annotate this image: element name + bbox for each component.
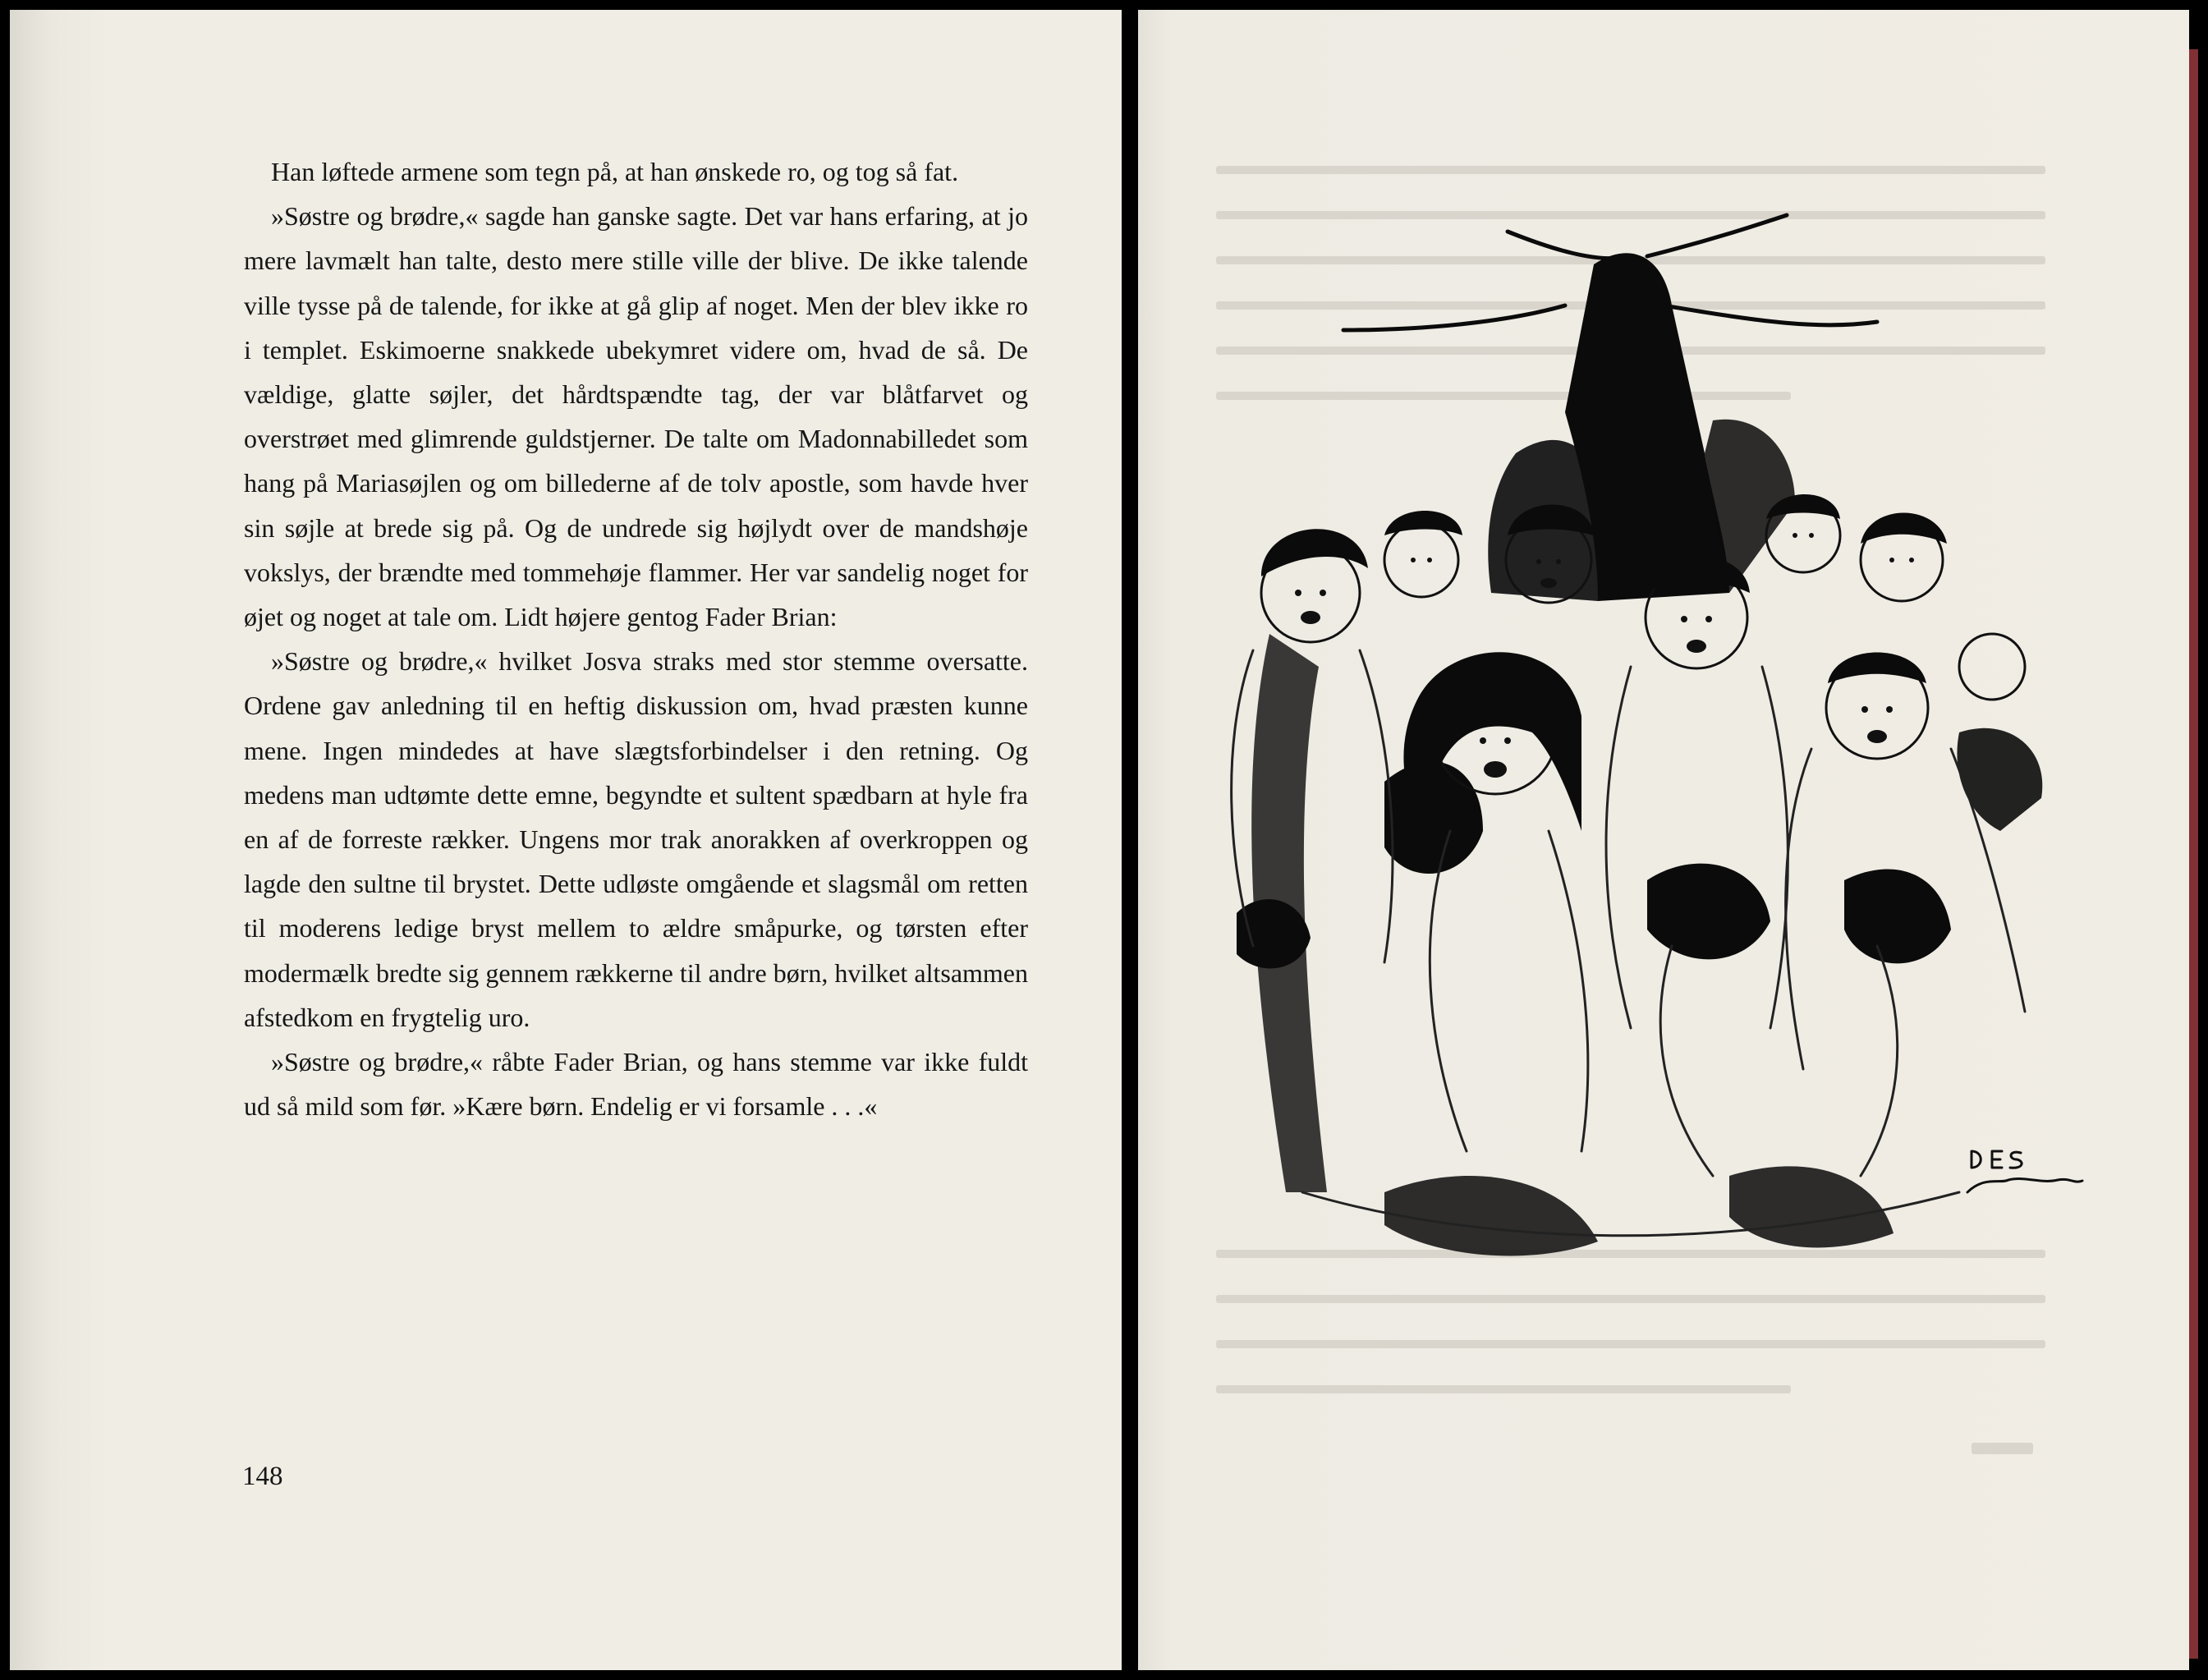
page-number: 148: [242, 1462, 283, 1491]
column-figure: [1488, 253, 1795, 601]
body-text: [244, 149, 1028, 1128]
paragraph: »Søstre og brødre,« råbte Fader Brian, og hans stemme var ikke fuldt ud så mild som før. »Kære børn. Endelig er vi forsamle . . .«: [244, 1047, 1028, 1122]
paragraph: Han løftede armene som tegn på, at han ønskede ro, og tog så fat.: [271, 157, 959, 186]
left-page: [10, 10, 1122, 1670]
crowd-illustration: [1138, 207, 2123, 1398]
paragraph: »Søstre og brødre,« sagde han ganske sagte. Det var hans erfaring, at jo mere lavmælt han talte, desto mere stille ville der blive. De ikke talende ville tysse på de talende, for ikke at gå glip af noget. Men der blev ikke ro i templet. Eskimoerne snakkede ubekymret videre om, hvad de så. De vældige, glatte søjler, det hårdtspændte tag, der var blåtfarvet og overstrøet med glimrende guldstjerner. De talte om Madonnabilledet som hang på Mariasøjlen og om billederne af de tolv apostle, som havde hver sin søjle at brede sig på. Og de undrede sig højlydt over de mandshøje vokslys, der brændte med tommehøje flammer. Her var sandelig noget for øjet og noget at tale om. Lidt højere gentog Fader Brian:: [244, 201, 1028, 632]
right-page: [1138, 10, 2189, 1670]
artist-signature: [1967, 1151, 2082, 1192]
book-edge: [2189, 49, 2198, 1659]
paragraph: »Søstre og brødre,« hvilket Josva straks med stor stemme oversatte. Ordene gav anledning til en heftig diskussion om, hvad præsten kunne mene. Ingen mindedes at have slægtsforbindelser i den retning. Og medens man udtømte dette emne, begyndte et sultent spædbarn at hyle fra en af de forreste rækker. Ungens mor trak anorakken af overkroppen og lagde den sultne til brystet. Dette udløste omgående et slagsmål om retten til moderens ledige bryst mellem to ældre småpurke, og tørsten efter modermælk bredte sig gennem rækkerne til andre børn, hvilket altsammen afstedkom en frygtelig uro.: [244, 646, 1028, 1032]
